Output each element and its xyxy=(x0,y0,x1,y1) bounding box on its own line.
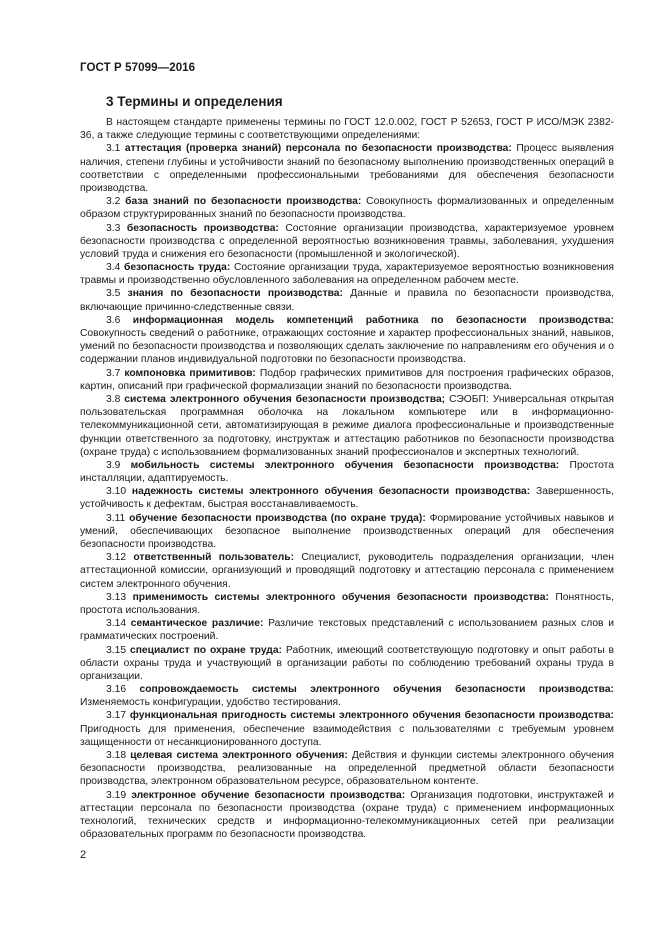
term-definition: Понятность, простота использования. xyxy=(80,591,614,616)
term-name: знания по безопасности производства: xyxy=(127,288,343,300)
term-number: 3.13 xyxy=(106,591,127,603)
term-name: надежность системы электронного обучения безопасности производства: xyxy=(131,486,531,498)
term-name: обучение безопасности производства (по охране труда): xyxy=(129,512,426,524)
term-entry xyxy=(80,644,614,684)
term-entry xyxy=(80,617,614,643)
term-definition: СЭОБП: Универсальная открытая пользовательская программная оболочка на локальном компьютере или в информационно-телекоммуникационной сети, автоматизирующая в режиме диалога профессиональные и производственные функции ответственного за подготовку, инструктаж и аттестацию работников по безопасности производства (охране труда) с использованием формализованных знаний профессионалов и экспертных технологий. xyxy=(80,393,614,458)
term-entry xyxy=(80,367,614,393)
term-entry xyxy=(80,287,614,313)
term-name: целевая система электронного обучения: xyxy=(130,750,348,761)
term-number: 3.4 xyxy=(106,262,121,274)
term-number: 3.2 xyxy=(106,196,121,208)
term-entry xyxy=(80,195,614,221)
term-name: функциональная пригодность системы электронного обучения безопасности производства: xyxy=(129,710,614,722)
term-name: компоновка примитивов: xyxy=(124,367,256,379)
term-name: сопровождаемость системы электронного обучения безопасности производства: xyxy=(139,684,614,696)
term-entry xyxy=(80,551,614,591)
term-number: 3.18 xyxy=(106,750,127,761)
term-definition: Процесс выявления наличия, степени глубины и устойчивости знаний по безопасному выполнению производственных операций в соответствии с определенными профессиональными требованиями для обеспечения безопасности производства. xyxy=(80,143,614,194)
term-number: 3.5 xyxy=(106,288,121,300)
term-entry xyxy=(80,485,614,511)
term-definition: Действия и функции системы электронного обучения безопасности производства, реализованные на определенной предметной области безопасности производства, электронном образовательном ресурсе, образовательном контенте. xyxy=(80,750,614,788)
terms-list xyxy=(80,142,614,841)
section-title: 3 Термины и определения xyxy=(106,94,283,109)
document-header: ГОСТ Р 57099—2016 xyxy=(80,62,196,74)
term-name: мобильность системы электронного обучения безопасности производства: xyxy=(130,459,560,471)
term-entry xyxy=(80,789,614,842)
term-name: безопасность труда: xyxy=(123,262,231,274)
term-name: система электронного обучения безопасности производства; xyxy=(124,393,446,405)
term-number: 3.19 xyxy=(106,789,127,801)
term-name: применимость системы электронного обучения безопасности производства: xyxy=(132,591,549,603)
term-number: 3.16 xyxy=(106,684,127,696)
term-definition: Состояние организации труда, характеризуемое вероятностью возникновения травмы и производственно обусловленного заболевания на определенном рабочем месте. xyxy=(80,262,614,287)
term-name: специалист по охране труда: xyxy=(129,644,282,656)
term-definition: Специалист, руководитель подразделения организации, член аттестационной комиссии, организующий и проводящий подготовку и аттестацию персонала с применением систем электронного обучения. xyxy=(80,552,614,590)
intro-paragraph: В настоящем стандарте применены термины по ГОСТ 12.0.002, ГОСТ Р 52653, ГОСТ Р ИСО/МЭК 2382-36, а также следующие термины с соответствующими определениями: xyxy=(80,117,614,142)
term-name: информационная модель компетенций работника по безопасности производства: xyxy=(132,314,614,326)
term-definition: Данные и правила по безопасности производства, включающие причинно-следственные связи. xyxy=(80,288,614,313)
term-number: 3.6 xyxy=(106,314,121,326)
term-name: ответственный пользователь: xyxy=(133,552,295,564)
term-number: 3.3 xyxy=(106,222,121,234)
term-entry xyxy=(80,591,614,617)
term-definition: Изменяемость конфигурации, удобство тестирования. xyxy=(80,697,341,709)
term-definition: Работник, имеющий соответствующую подготовку и опыт работы в области охраны труда и участвующий в организации работы по соблюдению требований охраны труда в организации. xyxy=(80,644,614,682)
term-entry xyxy=(80,709,614,749)
term-definition: Формирование устойчивых навыков и умений, обеспечивающих безопасное выполнение производственных операций для обеспечения безопасности производства. xyxy=(80,512,614,550)
term-number: 3.17 xyxy=(106,710,127,722)
term-name: электронное обучение безопасности производства: xyxy=(131,789,406,801)
term-number: 3.11 xyxy=(106,512,126,524)
term-entry xyxy=(80,512,614,552)
term-number: 3.7 xyxy=(106,367,121,379)
term-number: 3.14 xyxy=(106,618,127,630)
term-number: 3.10 xyxy=(106,486,127,498)
term-entry xyxy=(80,222,614,262)
term-entry xyxy=(80,314,614,367)
term-definition: Совокупность формализованных и определенным образом структурированных знаний по безопасности производства. xyxy=(80,196,614,221)
term-entry xyxy=(80,393,614,459)
term-definition: Состояние организации производства, характеризуемое уровнем безопасности производства с определенной вероятностью возникновения травмы, заболевания, ухудшения условий труда и снижения его безопасности (промышленной и экологической). xyxy=(80,222,614,260)
term-entry xyxy=(80,749,614,789)
term-definition: Простота инсталляции, адаптируемость. xyxy=(80,459,614,485)
term-entry xyxy=(80,459,614,485)
term-entry xyxy=(80,683,614,709)
term-definition: Различие текстовых представлений с использованием разных слов и грамматических построений. xyxy=(80,618,614,643)
term-entry xyxy=(80,142,614,195)
term-number: 3.15 xyxy=(106,644,127,656)
term-number: 3.1 xyxy=(106,143,121,155)
term-name: аттестация (проверка знаний) персонала по безопасности производства: xyxy=(124,143,512,155)
term-name: безопасность производства: xyxy=(126,222,279,234)
term-number: 3.9 xyxy=(106,459,121,471)
term-definition: Совокупность сведений о работнике, отражающих состояние и характер профессиональных знаний, навыков, умений по безопасности производства и позволяющих сделать заключение по направлениям его обучения и о содержании планов индивидуальной подготовки по безопасности производства. xyxy=(80,328,614,366)
page-number: 2 xyxy=(80,849,87,861)
term-definition: Завершенность, устойчивость к дефектам, быстрая восстанавливаемость. xyxy=(80,486,614,511)
term-name: семантическое различие: xyxy=(130,618,264,630)
term-number: 3.12 xyxy=(106,552,127,564)
term-definition: Подбор графических примитивов для построения графических образов, картин, описаний при графической формализации знаний по безопасности производства. xyxy=(80,367,615,392)
term-definition: Организация подготовки, инструктажей и аттестации персонала по безопасности производства (охране труда) с применением информационных технологий, технических средств и информационно-телекоммуникационных сетей при реализации образовательных программ по безопасности производства. xyxy=(80,789,614,841)
term-name: база знаний по безопасности производства: xyxy=(125,196,362,208)
term-definition: Пригодность для применения, обеспечение взаимодействия с пользователями с требуемым уровнем защищенности от несанкционированного доступа. xyxy=(80,723,614,748)
term-number: 3.8 xyxy=(106,393,121,405)
document-body xyxy=(80,116,614,841)
term-entry xyxy=(80,261,614,287)
